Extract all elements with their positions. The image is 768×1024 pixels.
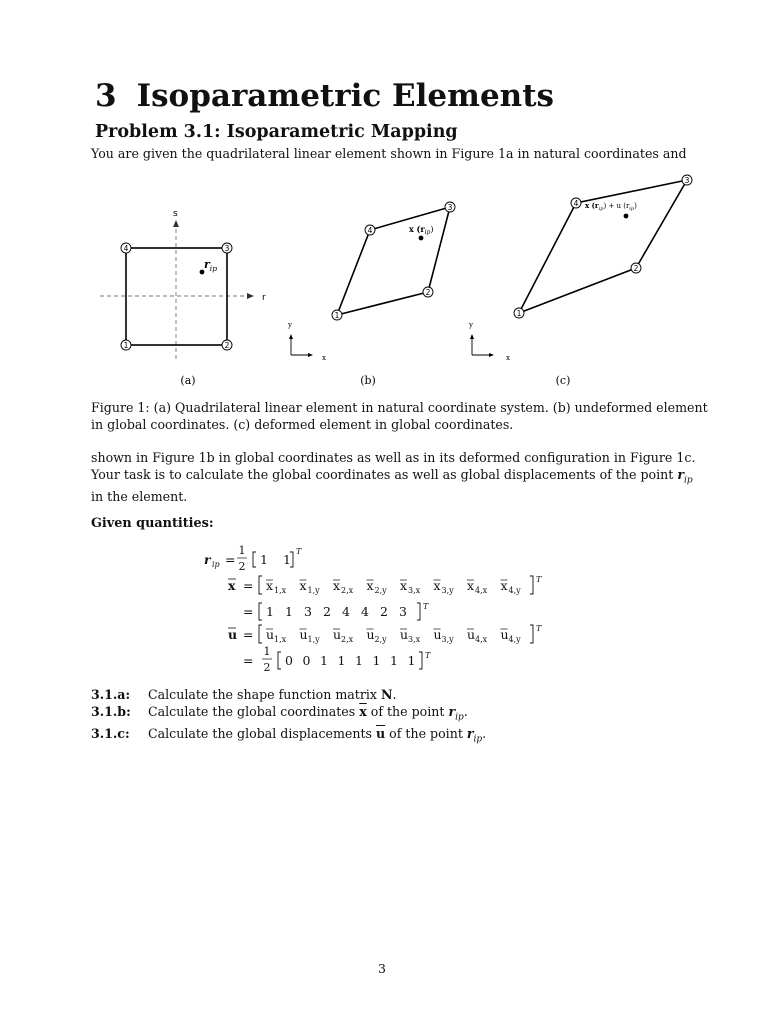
node-3-c <box>682 175 692 185</box>
svg-text:u: u <box>400 627 409 642</box>
x-bar-component <box>300 578 321 595</box>
r-arrow-icon <box>247 293 254 299</box>
page-number: 3 <box>378 961 386 976</box>
eq-rip <box>204 544 302 573</box>
svg-text:x: x <box>500 578 508 593</box>
svg-text:1: 1 <box>260 552 268 567</box>
node-3-a <box>222 243 232 253</box>
svg-text:u: u <box>467 627 476 642</box>
x-bar-component <box>367 578 388 595</box>
svg-text:x: x <box>322 354 326 362</box>
u-bar-component <box>400 627 421 644</box>
u-bar-component <box>367 627 388 644</box>
given-equations <box>190 540 610 680</box>
natural-element-square <box>126 248 227 345</box>
task-list <box>91 687 486 748</box>
svg-text:3,x: 3,x <box>408 586 421 595</box>
x-bar-component <box>266 578 287 595</box>
svg-text:=: = <box>225 552 236 567</box>
svg-text:u: u <box>433 627 442 642</box>
undeformed-element <box>337 207 450 315</box>
s-arrow-icon <box>173 220 179 227</box>
svg-text:T: T <box>425 651 431 660</box>
svg-text:u: u <box>333 627 342 642</box>
figure-caption <box>91 400 708 433</box>
task-paragraph <box>91 450 695 505</box>
svg-text:3: 3 <box>224 244 230 253</box>
u-bar-component <box>434 627 455 644</box>
section-number: 3 <box>95 78 117 114</box>
svg-text:1,y: 1,y <box>307 635 320 644</box>
svg-text:3,x: 3,x <box>408 635 421 644</box>
point-x-plus-u <box>624 214 629 219</box>
eq-x-bar-definition <box>228 575 542 595</box>
given-heading: Given quantities: <box>91 516 214 531</box>
svg-text:x: x <box>333 578 341 593</box>
u-value: 0 <box>285 653 293 668</box>
svg-text:2: 2 <box>633 264 639 273</box>
eq-u-bar-definition <box>228 624 542 644</box>
svg-text:4,x: 4,x <box>475 635 488 644</box>
axis-r-label: r <box>262 293 266 303</box>
intro-text: You are given the quadrilateral linear element shown in Figure 1a in natural coordinates and <box>91 146 687 161</box>
para-line-1: shown in Figure 1b in global coordinates as well as in its deformed configuration in Figure 1c. <box>91 450 696 465</box>
svg-text:1,x: 1,x <box>274 635 287 644</box>
svg-text:r: r <box>204 552 211 567</box>
node-2-b <box>423 287 433 297</box>
svg-text:4: 4 <box>123 244 129 253</box>
eq-u-bar-values <box>243 645 431 674</box>
u-bar-component <box>501 627 522 644</box>
u-value: 1 <box>390 653 398 668</box>
svg-text:2,y: 2,y <box>374 635 387 644</box>
node-4-b <box>365 225 375 235</box>
u-value: 1 <box>407 653 416 668</box>
svg-text:x: x <box>299 578 307 593</box>
panel-b-label: (b) <box>360 374 376 387</box>
section-title <box>95 78 554 114</box>
svg-text:x: x <box>467 578 475 593</box>
problem-title: Problem 3.1: Isoparametric Mapping <box>95 122 458 142</box>
svg-text:1,y: 1,y <box>307 586 320 595</box>
node-4-c <box>571 198 581 208</box>
svg-text:T: T <box>423 602 429 611</box>
section-title-text: Isoparametric Elements <box>136 78 554 114</box>
x-value: 3 <box>399 604 407 619</box>
xy-axes-c <box>468 321 510 362</box>
u-value: 0 <box>302 653 311 668</box>
svg-text:4: 4 <box>573 199 579 208</box>
svg-text:1,x: 1,x <box>274 586 287 595</box>
axis-s-label: s <box>173 209 178 219</box>
svg-text:2,x: 2,x <box>341 635 354 644</box>
node-2-a <box>222 340 232 350</box>
svg-text:x: x <box>228 578 236 593</box>
u-bar-component <box>467 627 488 644</box>
svg-text:1: 1 <box>123 341 129 350</box>
svg-text:1: 1 <box>516 309 522 318</box>
svg-text:4,x: 4,x <box>475 586 488 595</box>
panel-b <box>287 202 455 387</box>
svg-text:u: u <box>299 627 308 642</box>
x-value: 4 <box>361 604 369 619</box>
figure-1 <box>0 170 768 400</box>
para-line-2: Your task is to calculate the global coordinates as well as global displacements of the point $r_{ip}$ <box>91 466 693 486</box>
panel-c <box>468 175 692 387</box>
svg-text:=: = <box>243 627 254 642</box>
svg-text:4,y: 4,y <box>508 586 521 595</box>
node-2-c <box>631 263 641 273</box>
svg-text:1: 1 <box>263 645 271 658</box>
point-x-plus-u-label: x $(r_{ip}) + u$ $(r_{ip})$ <box>585 201 637 212</box>
point-rip-label: $r_{ip}$ <box>204 258 217 273</box>
svg-text:x: x <box>433 578 441 593</box>
svg-text:y: y <box>288 321 292 329</box>
panel-a <box>100 209 266 387</box>
xy-axes-b <box>287 321 326 362</box>
svg-text:u: u <box>500 627 509 642</box>
x-bar-component <box>467 578 488 595</box>
x-bar-component <box>333 578 354 595</box>
para-line-3: in the element. <box>91 488 188 504</box>
svg-text:x: x <box>366 578 374 593</box>
u-value: 1 <box>337 653 346 668</box>
u-bar-component <box>266 627 287 644</box>
eq-x-bar-values <box>243 602 429 620</box>
task-3-1-b: 3.1.b: Calculate the global coordinates $\overline{x}$ of the point $r_{ip}$. <box>91 703 468 723</box>
u-bar-component <box>300 627 321 644</box>
panel-a-label: (a) <box>180 374 196 387</box>
task-3-1-c: 3.1.c: Calculate the global displacements $\overline{u}$ of the point $r_{ip}$. <box>91 725 487 745</box>
svg-text:1: 1 <box>238 544 246 557</box>
svg-text:u: u <box>228 627 238 642</box>
svg-text:x: x <box>266 578 274 593</box>
node-1-b <box>332 310 342 320</box>
svg-text:3: 3 <box>684 176 690 185</box>
node-1-a <box>121 340 131 350</box>
point-x-rip-label: x $(r_{ip})$ <box>409 224 434 236</box>
svg-text:4,y: 4,y <box>508 635 521 644</box>
x-value: 2 <box>380 604 388 619</box>
node-3-b <box>445 202 455 212</box>
svg-text:2: 2 <box>238 560 246 573</box>
u-value: 1 <box>372 653 381 668</box>
point-x-rip <box>419 236 424 241</box>
deformed-element <box>519 180 687 313</box>
svg-text:4: 4 <box>367 226 373 235</box>
svg-text:2: 2 <box>224 341 230 350</box>
svg-text:T: T <box>536 624 542 633</box>
x-value: 4 <box>342 604 350 619</box>
svg-text:3,y: 3,y <box>441 635 454 644</box>
caption-line-1: Figure 1: (a) Quadrilateral linear element in natural coordinate system. (b) undeformed element <box>91 400 708 415</box>
u-value: 1 <box>355 653 363 668</box>
x-bar-component <box>400 578 421 595</box>
x-bar-component <box>434 578 455 595</box>
svg-text:1: 1 <box>283 552 291 567</box>
task-3-1-a: 3.1.a: Calculate the shape function matrix N. <box>91 687 397 702</box>
svg-text:2: 2 <box>425 288 431 297</box>
svg-text:T: T <box>296 547 302 556</box>
svg-text:u: u <box>266 627 275 642</box>
node-4-a <box>121 243 131 253</box>
svg-text:1: 1 <box>334 311 340 320</box>
svg-text:2,y: 2,y <box>374 586 387 595</box>
svg-text:=: = <box>243 604 254 619</box>
u-bar-component <box>333 627 354 644</box>
svg-text:ip: ip <box>212 560 220 569</box>
x-value: 1 <box>285 604 293 619</box>
x-value: 2 <box>323 604 331 619</box>
x-value: 3 <box>304 604 312 619</box>
svg-text:y: y <box>469 321 473 329</box>
node-1-c <box>514 308 524 318</box>
svg-text:3: 3 <box>447 203 453 212</box>
x-bar-component <box>501 578 522 595</box>
u-value: 1 <box>320 653 328 668</box>
svg-text:2,x: 2,x <box>341 586 354 595</box>
svg-text:u: u <box>366 627 375 642</box>
svg-text:=: = <box>243 578 254 593</box>
svg-text:=: = <box>243 653 254 668</box>
svg-text:T: T <box>536 575 542 584</box>
svg-text:x: x <box>506 354 510 362</box>
svg-text:2: 2 <box>263 661 271 674</box>
svg-text:x: x <box>400 578 408 593</box>
svg-text:3,y: 3,y <box>441 586 454 595</box>
x-value: 1 <box>266 604 274 619</box>
caption-line-2: in global coordinates. (c) deformed element in global coordinates. <box>91 416 514 432</box>
panel-c-label: (c) <box>555 374 571 387</box>
